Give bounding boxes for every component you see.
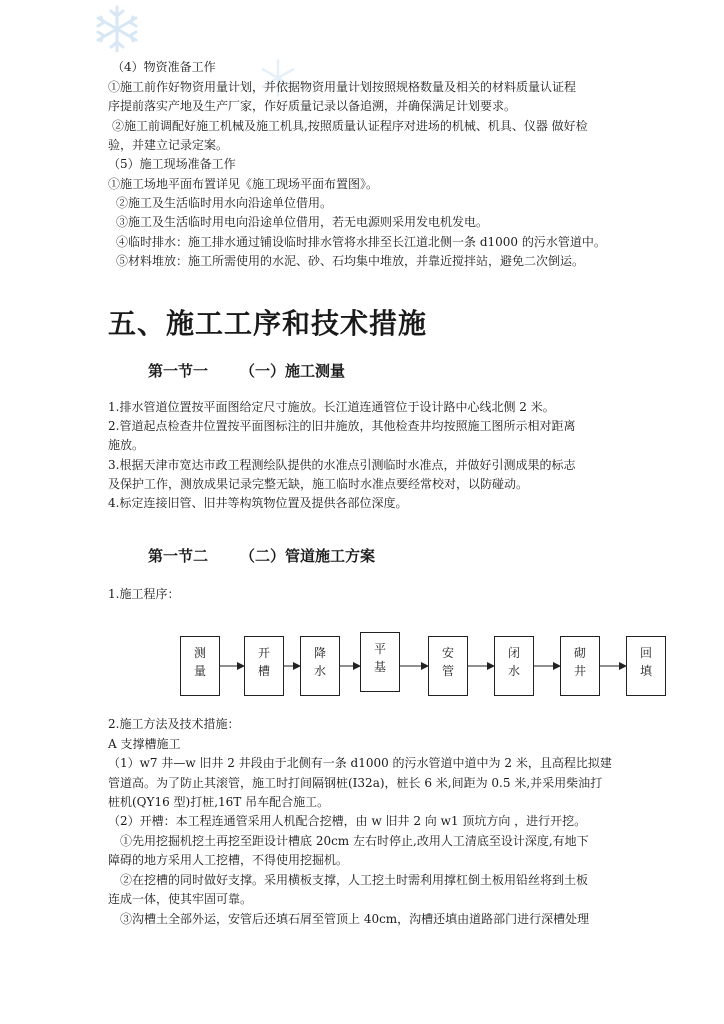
paragraph-line: 2.施工方法及技术措施： (108, 717, 240, 731)
list-item: ④临时排水：施工排水通过铺设临时排水管将水排至长江道北侧一条 d1000 的污水管道中。 (116, 235, 606, 249)
paragraph-line: 桩机(QY16 型)打桩,16T 吊车配合施工。 (108, 795, 330, 809)
flow-step-build-well: 砌 井 (560, 636, 600, 696)
paragraph-line: 3.根据天津市宽达市政工程测绘队提供的水准点引测临时水准点，并做好引测成果的标志 (108, 458, 576, 472)
paragraph-line: 及保护工作，测放成果记录完整无缺，施工临时水准点要经常校对，以防碰动。 (108, 477, 529, 491)
list-item: ②施工及生活临时用水向沿途单位借用。 (116, 196, 333, 210)
paragraph-line: ③沟槽土全部外运，安管后还填石屑至管顶上 40cm，沟槽还填由道路部门进行深槽处理 (120, 912, 590, 926)
chapter-title: 五、施工工序和技术措施 (108, 307, 428, 340)
section4-heading: （4）物资准备工作 (112, 60, 216, 74)
paragraph-line: 4.标定连接旧管、旧井等构筑物位置及提供各部位深度。 (108, 496, 408, 510)
paragraph-line: 验，并建立记录定案。 (108, 138, 229, 152)
paragraph-line: 障碍的地方采用人工挖槽，不得使用挖掘机。 (108, 853, 349, 867)
section-title: （二）管道施工方案 (240, 547, 376, 565)
section-label: 第一节二 (148, 547, 209, 565)
paragraph-line: 施放。 (108, 438, 145, 452)
paragraph-line: 连成一体，使其牢固可靠。 (108, 892, 253, 906)
list-item: ③施工及生活临时用电向沿途单位借用，若无电源则采用发电机发电。 (116, 215, 489, 229)
paragraph-line: （1）w7 井—w 旧井 2 井段由于北侧有一条 d1000 的污水管道中道中为 2 米，且高程比拟建 (108, 756, 612, 770)
flow-step-trench: 开 槽 (244, 636, 284, 696)
section-label: 第一节一 (148, 362, 209, 380)
flow-step-backfill: 回 填 (626, 636, 666, 696)
paragraph-line: A 支撑槽施工 (108, 737, 181, 751)
flow-step-base: 平 基 (360, 632, 400, 692)
paragraph-line: ①先用挖掘机挖土再挖至距设计槽底 20cm 左右时停止,改用人工清底至设计深度,有地下 (120, 834, 589, 848)
paragraph-line: ①施工前作好物资用量计划，并依据物资用量计划按照规格数量及相关的材料质量认证程 (108, 80, 577, 94)
section5-heading: （5）施工现场准备工作 (108, 157, 236, 171)
list-item: ①施工场地平面布置详见《施工现场平面布置图》。 (108, 177, 379, 191)
section-title: （一）施工测量 (240, 362, 346, 380)
flow-step-water-test: 闭 水 (494, 636, 534, 696)
paragraph-line: ②施工前调配好施工机械及施工机具,按照质量认证程序对进场的机械、机具、仪器 做好检 (112, 119, 588, 133)
paragraph-line: 2.管道起点检查井位置按平面图标注的旧井施放，其他检查井均按照施工图所示相对距离 (108, 419, 576, 433)
list-item: ⑤材料堆放：施工所需使用的水泥、砂、石均集中堆放，并靠近搅拌站，避免二次倒运。 (116, 254, 585, 268)
paragraph-line: 管道高。为了防止其滚管，施工时打间隔钢桩(I32a)，桩长 6 米,间距为 0.5 米,并采用柴油打 (108, 776, 603, 790)
paragraph-line: 1.施工程序： (108, 587, 180, 601)
paragraph-line: 1.排水管道位置按平面图给定尺寸施放。长江道连通管位于设计路中心线北侧 2 米。 (108, 400, 555, 414)
flow-step-install-pipe: 安 管 (428, 636, 468, 696)
paragraph-line: （2）开槽：本工程连通管采用人机配合挖槽，由 w 旧井 2 向 w1 顶坑方向 ，进行开挖。 (108, 814, 587, 828)
flow-step-dewater: 降 水 (300, 636, 340, 696)
paragraph-line: 序提前落实产地及生产厂家，作好质量记录以备追溯，并确保满足计划要求。 (108, 99, 517, 113)
flow-step-survey: 测 量 (180, 636, 220, 696)
paragraph-line: ②在挖槽的同时做好支撑。采用横板支撑，人工挖土时需利用撑杠倒土板用铅丝将到土板 (120, 873, 589, 887)
